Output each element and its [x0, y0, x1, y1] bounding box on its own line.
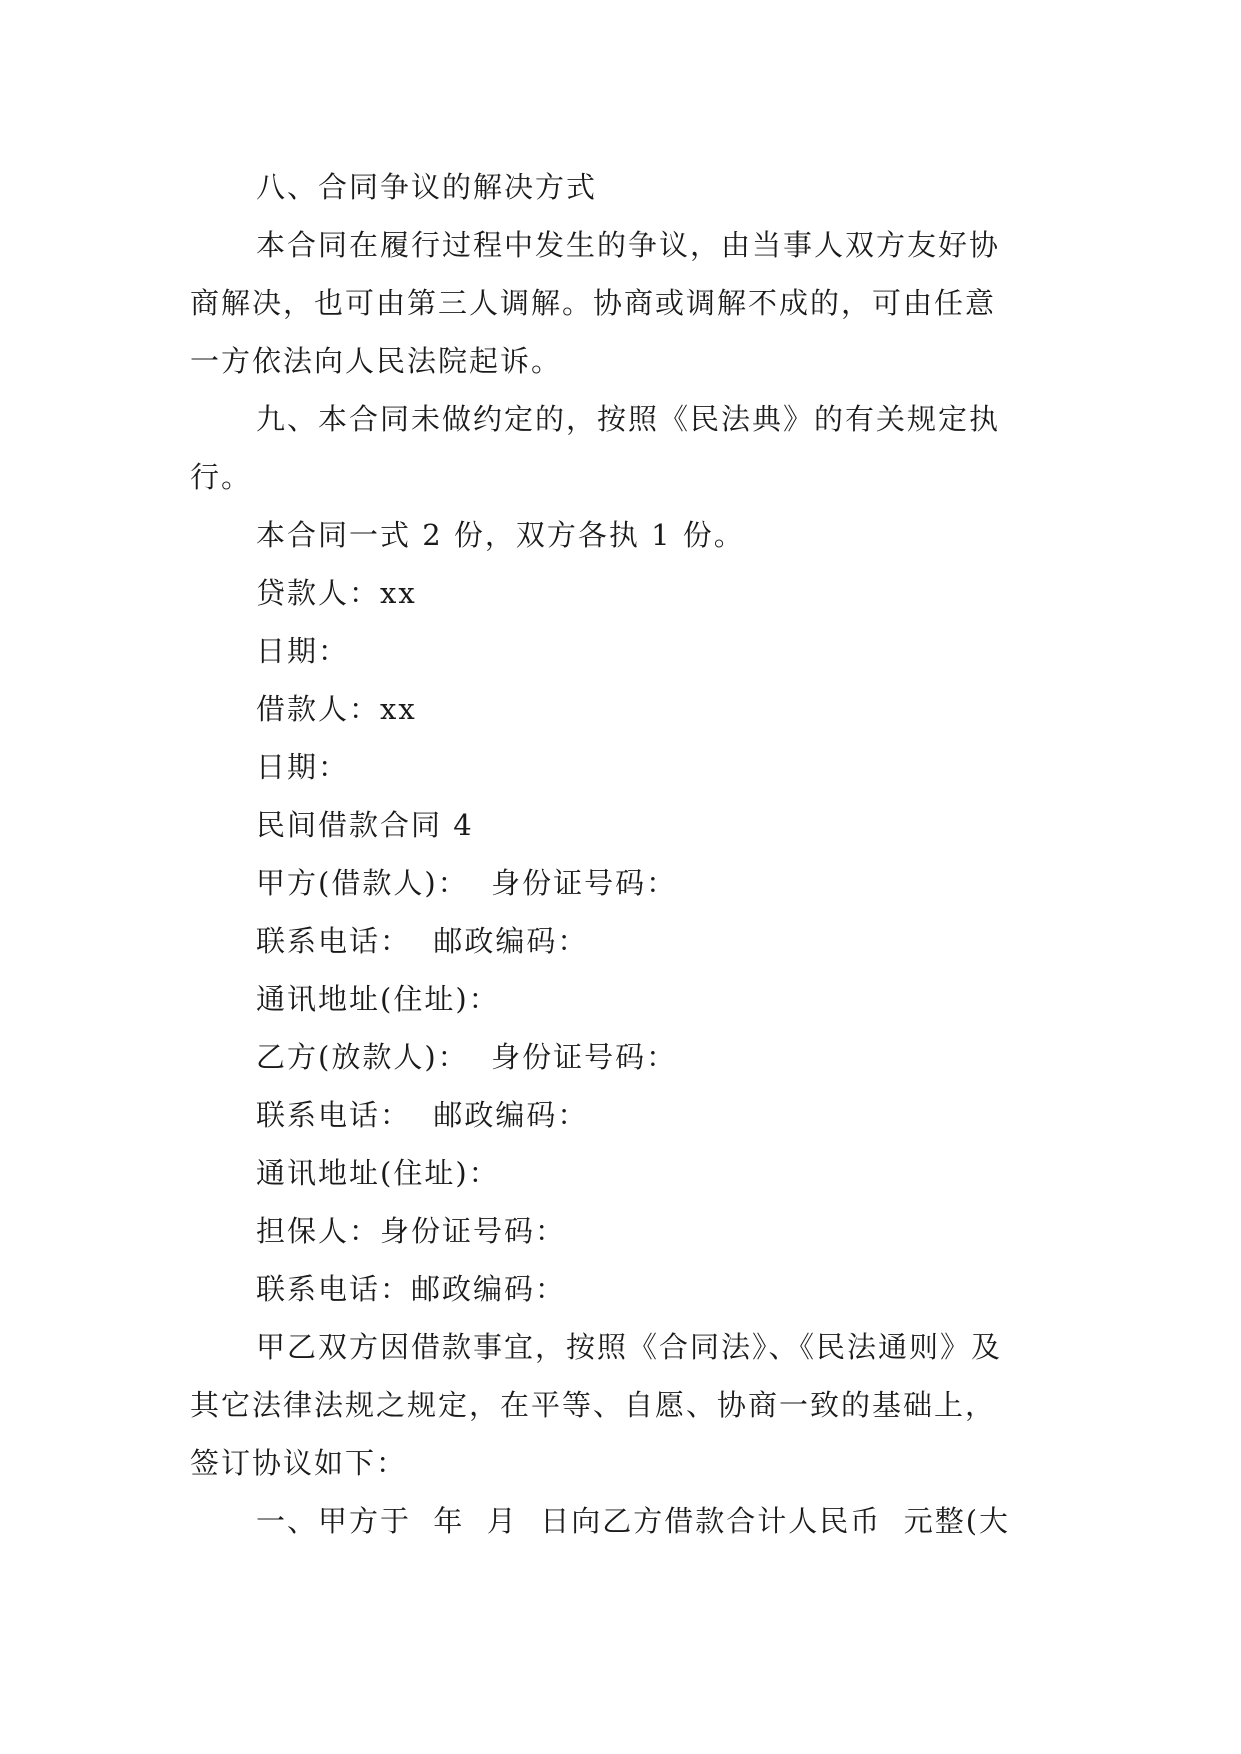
contact-line: 联系电话： 邮政编码：: [256, 924, 589, 958]
paragraph-line: 甲乙双方因借款事宜，按照《合同法》、《民法通则》及: [256, 1330, 1003, 1364]
paragraph-line: 本合同一式 2 份，双方各执 1 份。: [256, 518, 745, 552]
address-line: 通讯地址(住址)：: [256, 1156, 500, 1190]
contact-line: 联系电话：邮政编码：: [256, 1272, 567, 1306]
paragraph-line: 本合同在履行过程中发生的争议，由当事人双方友好协: [256, 228, 1001, 262]
contact-line: 联系电话： 邮政编码：: [256, 1098, 589, 1132]
section-heading-dispute-resolution: 八、合同争议的解决方式: [256, 170, 598, 204]
paragraph-line: 行。: [190, 460, 253, 494]
paragraph-line: 商解决，也可由第三人调解。协商或调解不成的，可由任意: [190, 286, 997, 320]
address-line: 通讯地址(住址)：: [256, 982, 500, 1016]
paragraph-line: 签订协议如下：: [190, 1446, 408, 1480]
date-line: 日期：: [256, 634, 350, 668]
guarantor-line: 担保人：身份证号码：: [256, 1214, 567, 1248]
date-line: 日期：: [256, 750, 350, 784]
party-b-line: 乙方(放款人)： 身份证号码：: [256, 1040, 678, 1074]
borrower-signature-line: 借款人：xx: [256, 692, 417, 726]
paragraph-line: 九、本合同未做约定的，按照《民法典》的有关规定执: [256, 402, 1001, 436]
paragraph-line: 其它法律法规之规定，在平等、自愿、协商一致的基础上，: [190, 1388, 997, 1422]
document-body: [190, 158, 1050, 1550]
contract-title: 民间借款合同 4: [256, 808, 474, 842]
lender-signature-line: 贷款人：xx: [256, 576, 417, 610]
paragraph-line: 一方依法向人民法院起诉。: [190, 344, 563, 378]
party-a-line: 甲方(借款人)： 身份证号码：: [256, 866, 678, 900]
clause-one-line: 一、甲方于 年 月 日向乙方借款合计人民币 元整(大: [256, 1504, 1011, 1538]
